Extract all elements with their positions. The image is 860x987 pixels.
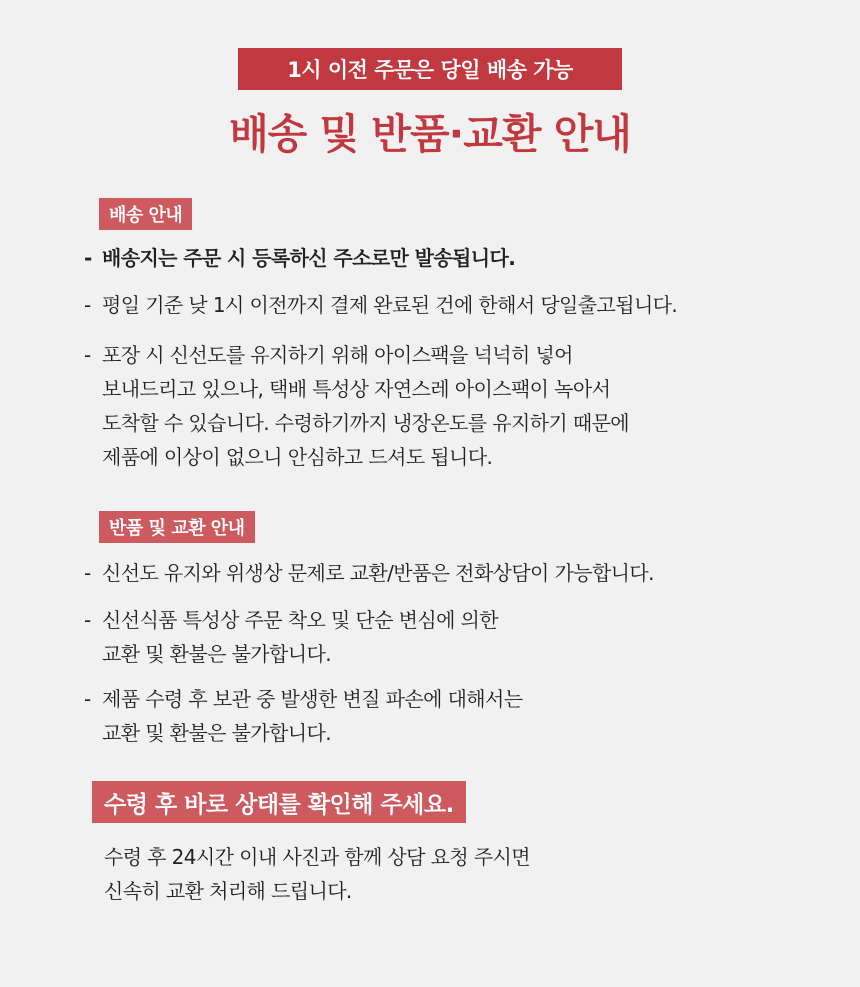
shipping-item-1: - 배송지는 주문 시 등록하신 주소로만 발송됩니다. [84, 246, 516, 270]
returns-item-2: - 신선식품 특성상 주문 착오 및 단순 변심에 의한 교환 및 환불은 불가합니다. [84, 608, 498, 666]
check-on-receipt-label: 수령 후 바로 상태를 확인해 주세요. [92, 781, 466, 823]
shipping-item-3: - 포장 시 신선도를 유지하기 위해 아이스팩을 넉넉히 넣어 보내드리고 있으나, 택배 특성상 자연스레 아이스팩이 녹아서 도착할 수 있습니다. 수령하기까지 냉장온도를 유지하기 때문에 제품에 이상이 없으니 안심하고 드셔도 됩니다. [84, 343, 630, 469]
returns-item-1: - 신선도 유지와 위생상 문제로 교환/반품은 전화상담이 가능합니다. [84, 561, 654, 585]
returns-item-3: - 제품 수령 후 보관 중 발생한 변질 파손에 대해서는 교환 및 환불은 불가합니다. [84, 687, 523, 745]
returns-section-label: 반품 및 교환 안내 [99, 511, 255, 543]
shipping-item-2: - 평일 기준 낮 1시 이전까지 결제 완료된 건에 한해서 당일출고됩니다. [84, 293, 678, 317]
page-title: 배송 및 반품·교환 안내 [229, 110, 631, 158]
shipping-section-label: 배송 안내 [99, 198, 192, 230]
same-day-shipping-badge: 1시 이전 주문은 당일 배송 가능 [238, 48, 622, 90]
check-description: 수령 후 24시간 이내 사진과 함께 상담 요청 주시면 신속히 교환 처리해 드립니다. [104, 845, 530, 903]
